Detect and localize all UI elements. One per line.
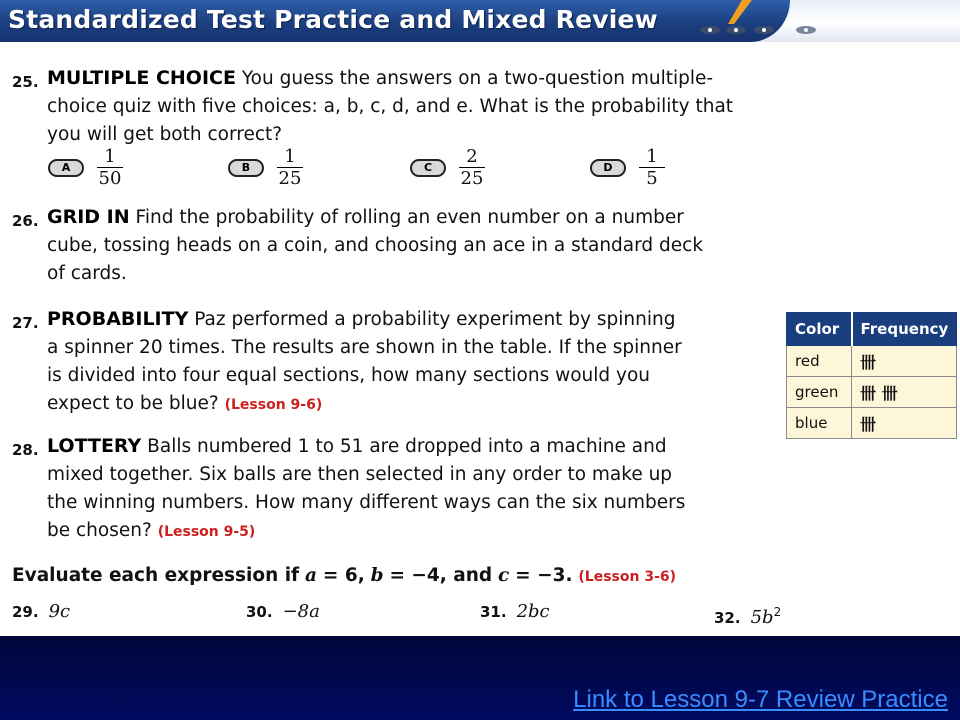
table-header-row — [787, 313, 957, 346]
fraction-denominator: 25 — [460, 168, 484, 189]
problem-25 — [12, 64, 782, 149]
fraction-denominator: 50 — [98, 168, 122, 189]
problem-28 — [12, 432, 782, 546]
problem-line: mixed together. Six balls are then selected in any order to make up — [47, 464, 673, 485]
variable-b: b — [370, 565, 384, 586]
problem-line: choice quiz with five choices: a, b, c, d, and e. What is the probability that — [47, 96, 734, 117]
table-cell-color: blue — [787, 408, 852, 439]
table-row — [787, 377, 957, 408]
choice-fraction — [638, 146, 666, 189]
table-header-frequency: Frequency — [852, 313, 957, 346]
problem-line: is divided into four equal sections, how many sections would you — [47, 365, 651, 386]
header — [0, 0, 960, 42]
lesson-reference: (Lesson 3-6) — [578, 569, 677, 585]
frequency-table — [786, 312, 957, 439]
problem-line: Find the probability of rolling an even number on a number — [135, 207, 684, 228]
problem-keyword: LOTTERY — [47, 435, 142, 457]
problem-26 — [12, 203, 782, 288]
choice-fraction — [458, 146, 486, 189]
evaluate-instructions — [12, 562, 676, 591]
fraction-denominator: 5 — [646, 168, 658, 189]
problem-line: the winning numbers. How many different ways can the six numbers — [47, 492, 686, 513]
item-expression: 9c — [48, 601, 71, 622]
variable-c: c — [498, 565, 510, 586]
item-number: 31. — [480, 603, 507, 621]
problem-keyword: GRID IN — [47, 206, 130, 228]
header-bar — [0, 0, 790, 42]
item-expression: 5b — [750, 607, 774, 628]
problem-number: 28. — [12, 441, 39, 459]
problem-keyword: PROBABILITY — [47, 308, 189, 330]
table-row — [787, 408, 957, 439]
header-decoration — [690, 0, 830, 42]
fraction-numerator: 1 — [284, 146, 296, 167]
problem-line: be chosen? — [47, 520, 152, 541]
problem-number: 26. — [12, 212, 39, 230]
choice-bubble-icon[interactable]: A — [48, 159, 84, 177]
item-expression: 2bc — [516, 601, 550, 622]
choice-bubble-icon[interactable]: C — [410, 159, 446, 177]
table-cell-tally: 卌 卌 — [852, 377, 957, 408]
variable-a: a — [304, 565, 317, 586]
problem-number: 27. — [12, 314, 39, 332]
evaluate-item-31 — [480, 598, 550, 626]
fraction-denominator: 25 — [278, 168, 302, 189]
fraction-numerator: 1 — [104, 146, 116, 167]
choice-fraction — [96, 146, 124, 189]
page-title: Standardized Test Practice and Mixed Review — [8, 5, 658, 34]
table-cell-color: green — [787, 377, 852, 408]
problem-line: cube, tossing heads on a coin, and choosing an ace in a standard deck — [47, 235, 704, 256]
choice-bubble-icon[interactable]: B — [228, 159, 264, 177]
problem-line: a spinner 20 times. The results are shown in the table. If the spinner — [47, 337, 682, 358]
item-expression: −8a — [282, 601, 320, 622]
problem-27 — [12, 305, 732, 419]
review-practice-link[interactable]: Link to Lesson 9-7 Review Practice — [573, 686, 948, 713]
footer-bar — [0, 636, 960, 720]
table-cell-tally: 卌 — [852, 346, 957, 377]
problem-line: You guess the answers on a two-question multiple- — [241, 68, 714, 89]
table-cell-color: red — [787, 346, 852, 377]
problem-line: expect to be blue? — [47, 393, 219, 414]
variable-a-value: = 6, — [322, 565, 365, 586]
evaluate-prefix: Evaluate each expression if — [12, 565, 300, 586]
variable-b-value: = −4, and — [389, 565, 493, 586]
fraction-numerator: 2 — [466, 146, 478, 167]
problem-line: of cards. — [47, 263, 127, 284]
evaluate-item-29 — [12, 598, 70, 626]
answer-choices — [48, 146, 768, 192]
problem-line: you will get both correct? — [47, 124, 283, 145]
lesson-reference: (Lesson 9-5) — [157, 524, 256, 540]
table-header-color: Color — [787, 313, 852, 346]
problem-number: 25. — [12, 73, 39, 91]
item-number: 32. — [714, 609, 741, 627]
problem-keyword: MULTIPLE CHOICE — [47, 67, 236, 89]
evaluate-item-30 — [246, 598, 320, 626]
lesson-reference: (Lesson 9-6) — [224, 397, 323, 413]
table-cell-tally: 卌 — [852, 408, 957, 439]
fraction-numerator: 1 — [646, 146, 658, 167]
table-row — [787, 346, 957, 377]
variable-c-value: = −3. — [515, 565, 573, 586]
item-exponent: 2 — [773, 605, 782, 619]
problem-line: Paz performed a probability experiment by spinning — [194, 309, 676, 330]
item-number: 29. — [12, 603, 39, 621]
problem-line: Balls numbered 1 to 51 are dropped into a machine and — [147, 436, 667, 457]
choice-fraction — [276, 146, 304, 189]
evaluate-item-32 — [714, 598, 781, 632]
choice-bubble-icon[interactable]: D — [590, 159, 626, 177]
item-number: 30. — [246, 603, 273, 621]
